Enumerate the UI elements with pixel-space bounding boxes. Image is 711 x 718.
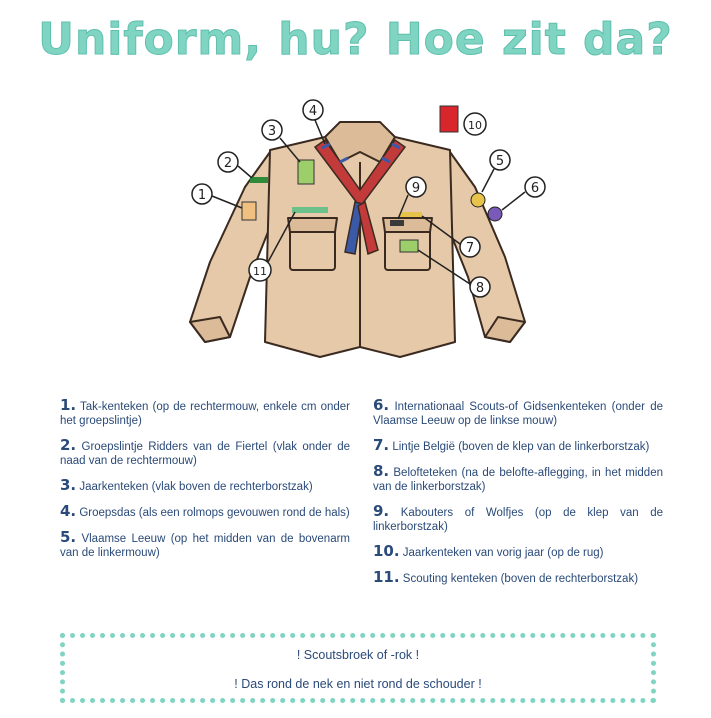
marker-9: [406, 177, 426, 197]
page-title: Uniform, hu? Hoe zit da?: [38, 14, 673, 65]
legend-item: 11. Scouting kenteken (boven de rechterborstzak): [373, 568, 639, 586]
marker-4: [303, 100, 323, 120]
svg-text:7: 7: [465, 241, 475, 256]
notes-box: [60, 633, 656, 703]
marker-7: [460, 237, 480, 257]
legend-right-column: [373, 398, 663, 596]
last-year-badge-icon: [440, 106, 458, 132]
cubs-badge-icon: [390, 220, 404, 226]
note-trousers: ! Scoutsbroek of -rok !: [296, 648, 420, 662]
scouting-badge-icon: [292, 207, 328, 213]
svg-text:4: 4: [308, 104, 318, 119]
year-badge-icon: [298, 160, 314, 184]
marker-3: [262, 120, 282, 140]
promise-badge-icon: [400, 240, 418, 252]
legend-item: 7. Lintje België (boven de klep van de linkerborstzak): [373, 436, 650, 454]
belgium-ribbon-icon: [400, 212, 422, 217]
legend-left-column: [60, 398, 350, 570]
marker-2: [218, 152, 238, 172]
marker-6: [525, 177, 545, 197]
svg-text:1: 1: [197, 188, 207, 203]
international-badge-icon: [488, 207, 502, 221]
tak-badge-icon: [242, 202, 256, 220]
legend: [0, 398, 711, 618]
svg-text:2: 2: [223, 156, 233, 171]
marker-8: [470, 277, 490, 297]
svg-text:3: 3: [267, 124, 277, 139]
marker-10: [464, 113, 486, 135]
legend-item: 2. Groepslintje Ridders van de Fiertel (vlak onder de naad van de rechtermouw): [60, 436, 350, 467]
legend-item: 8. Belofteteken (na de belofte-aflegging, in het midden van de linkerborstzak): [373, 462, 663, 493]
svg-text:5: 5: [495, 154, 505, 169]
note-scarf: ! Das rond de nek en niet rond de schouder !: [234, 677, 482, 691]
group-ribbon-icon: [250, 177, 268, 183]
marker-5: [490, 150, 510, 170]
legend-item: 10. Jaarkenteken van vorig jaar (op de rug): [373, 542, 604, 560]
uniform-illustration: [150, 92, 570, 367]
svg-text:10: 10: [468, 119, 482, 132]
marker-11: [249, 259, 271, 281]
legend-item: 9. Kabouters of Wolfjes (op de klep van de linkerborstzak): [373, 502, 663, 533]
svg-text:8: 8: [475, 281, 485, 296]
legend-item: 1. Tak-kenteken (op de rechtermouw, enkele cm onder het groepslintje): [60, 396, 351, 427]
flemish-lion-icon: [471, 193, 485, 207]
legend-item: 6. Internationaal Scouts-of Gidsenkenteken (onder de Vlaamse Leeuw op de linkse mouw): [373, 396, 663, 427]
svg-text:6: 6: [530, 181, 540, 196]
marker-1: [192, 184, 212, 204]
svg-text:9: 9: [411, 181, 421, 196]
legend-item: 4. Groepsdas (als een rolmops gevouwen rond de hals): [60, 502, 350, 520]
legend-item: 3. Jaarkenteken (vlak boven de rechterborstzak): [60, 476, 313, 494]
svg-text:11: 11: [253, 265, 267, 278]
legend-item: 5. Vlaamse Leeuw (op het midden van de bovenarm van de linkermouw): [60, 528, 350, 559]
